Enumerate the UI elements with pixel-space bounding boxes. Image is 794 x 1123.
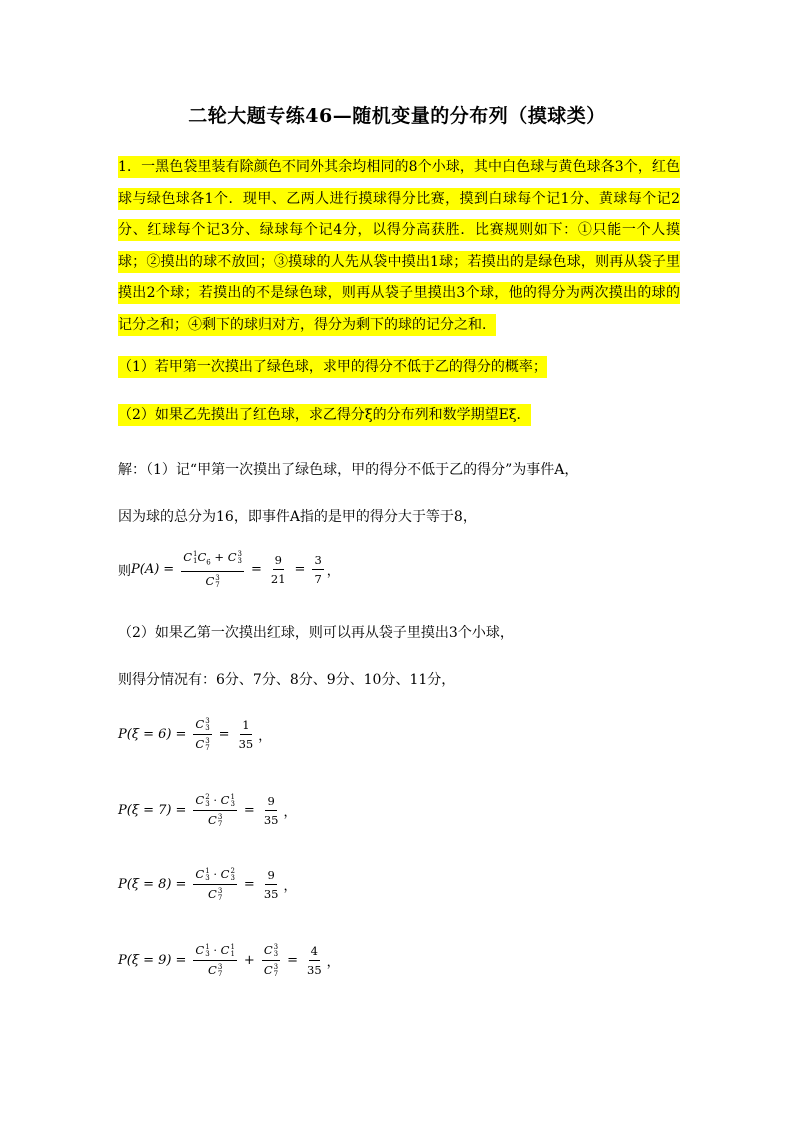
- problem-statement: [118, 152, 680, 341]
- formula-p8: P(ξ = 8) = C 1 3 · C 2 3 C 3 7 = $\frac{9}{35}$ ，: [118, 867, 297, 902]
- solution-line-3: （2）如果乙第一次摸出红球，则可以再从袋子里摸出3个小球，: [118, 625, 514, 641]
- question-2-text: （2）如果乙先摸出了红色球，求乙得分ξ的分布列和数学期望Eξ．: [118, 404, 531, 426]
- solution-line-1: 解：（1）记“甲第一次摸出了绿色球，甲的得分不低于乙的得分”为事件A，: [118, 462, 579, 478]
- formula-p9: P(ξ = 9) = C 1 3 · C 1 1 C 3 7 + C 3 3 C 3 7 = $\frac{4}{35}$ ，: [118, 943, 340, 978]
- question-1: [118, 352, 680, 384]
- problem-text: 1．一黑色袋里装有除颜色不同外其余均相同的8个小球，其中白色球与黄色球各3个，红色球与绿色球各1个．现甲、乙两人进行摸球得分比赛，摸到白球每个记1分、黄球每个记2分、红球每个记3分、绿球每个记4分，以得分高获胜．比赛规则如下：①只能一个人摸球；②摸出的球不放回；③摸球的人先从袋中摸出1球；若摸出的是绿色球，则再从袋子里摸出2个球；若摸出的不是绿色球，则再从袋子里摸出3个球，他的得分为两次摸出的球的记分之和；④剩下的球归对方，得分为剩下的球的记分之和．: [118, 156, 680, 336]
- solution-line-2: 因为球的总分为16，即事件A指的是甲的得分大于等于8，: [118, 509, 477, 525]
- fraction-9-21: $\frac{9}{21}$: [270, 553, 286, 587]
- formula-lhs: P(A): [131, 562, 160, 578]
- page-title: 二轮大题专练46—随机变量的分布列（摸球类）: [188, 105, 606, 127]
- fraction-3-7: $\frac{3}{7}$: [314, 553, 322, 587]
- solution-line-4: 则得分情况有：6分、7分、8分、9分、10分、11分，: [118, 672, 456, 688]
- combination-fraction: C 1 1 $C_6 + C$ 3 3 C 3 7: [183, 550, 242, 590]
- question-2: [118, 400, 680, 432]
- question-1-text: （1）若甲第一次摸出了绿色球，求甲的得分不低于乙的得分的概率；: [118, 356, 547, 378]
- formula-p7: P(ξ = 7) = C 2 3 · C 1 3 C 3 7 = $\frac{9}{35}$ ，: [118, 793, 297, 828]
- formula-p-a: 则 P(A) = C 1 1 $C_6 + C$ 3 3 C 3 7 = $\frac{9}{21}$ = $\frac{3}{7}$ ，: [118, 550, 340, 590]
- formula-p6: P(ξ = 6) = C 3 3 C 3 7 = $\frac{1}{35}$ ，: [118, 717, 272, 752]
- formula-prefix: 则: [118, 564, 132, 580]
